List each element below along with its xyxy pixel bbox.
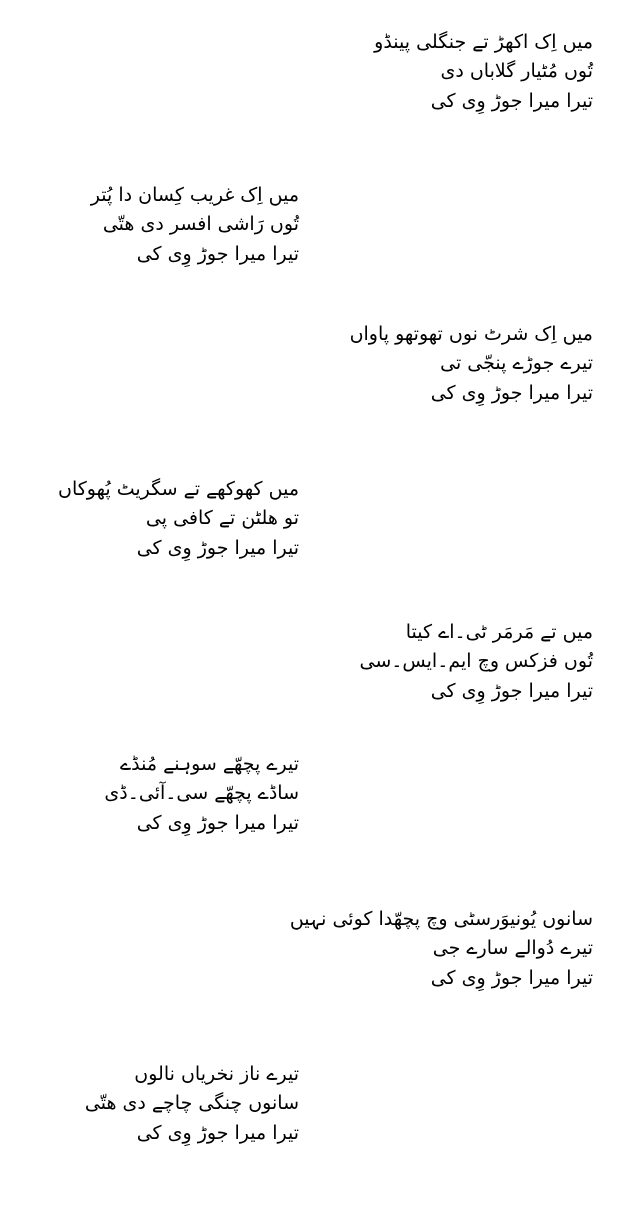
- stanza-8: [85, 1060, 299, 1148]
- poem-refrain: تیرا میرا جوڑ وِی کی: [136, 1121, 299, 1144]
- poem-refrain: تیرا میرا جوڑ وِی کی: [430, 89, 593, 112]
- poem-line: میں اِک اکھڑ تے جنگلی پینڈو: [374, 31, 593, 53]
- poem-refrain: تیرا میرا جوڑ وِی کی: [430, 381, 593, 404]
- poem-line: تیرے دُوالے سارے جی: [432, 937, 593, 960]
- poem-line: ساڈے پچھّے سی۔آئی۔ڈی: [104, 782, 299, 805]
- poem-refrain: تیرا میرا جوڑ وِی کی: [136, 242, 299, 265]
- stanza-1: [374, 28, 593, 116]
- poem-line: تُوں مُٹیار گلاباں دی: [440, 60, 593, 83]
- poem-line: سانوں یُونیوَرسٹی وچ پچھّدا کوئی نہیں: [289, 908, 593, 930]
- poem-line: تیرے ناز نخریاں نالوں: [134, 1063, 299, 1085]
- poem-line: تیرے پچھّے سوہنے مُنڈے: [120, 753, 299, 775]
- poem-line: میں کھوکھے تے سگریٹ پُھوکاں: [58, 478, 299, 500]
- poem-refrain: تیرا میرا جوڑ وِی کی: [430, 966, 593, 989]
- stanza-5: [360, 618, 593, 706]
- poem-refrain: تیرا میرا جوڑ وِی کی: [136, 811, 299, 834]
- poem-line: تیرے جوڑے پنجّی تی: [440, 352, 593, 375]
- stanza-7: [290, 905, 593, 993]
- poem-refrain: تیرا میرا جوڑ وِی کی: [136, 536, 299, 559]
- stanza-2: [91, 181, 299, 269]
- poem-line: تُوں رَاشی افسر دی ھتّی: [102, 213, 299, 236]
- poem-line: میں تے مَرمَر ٹی۔اے کیتا: [405, 621, 593, 643]
- poem-line: میں اِک غریب کِسان دا پُتر: [90, 184, 299, 206]
- poem-line: تو ھلٹن تے کافی پی: [145, 507, 299, 530]
- stanza-4: [58, 475, 299, 563]
- poem-line: تُوں فزکس وچ ایم۔ایس۔سی: [359, 650, 593, 673]
- stanza-3: [350, 320, 593, 408]
- poem-line: سانوں چنگی چاچے دی ھتّی: [84, 1092, 299, 1115]
- poem-line: میں اِک شرٹ نوں تھوتھو پاواں: [349, 323, 593, 345]
- poem-refrain: تیرا میرا جوڑ وِی کی: [430, 679, 593, 702]
- stanza-6: [104, 750, 299, 838]
